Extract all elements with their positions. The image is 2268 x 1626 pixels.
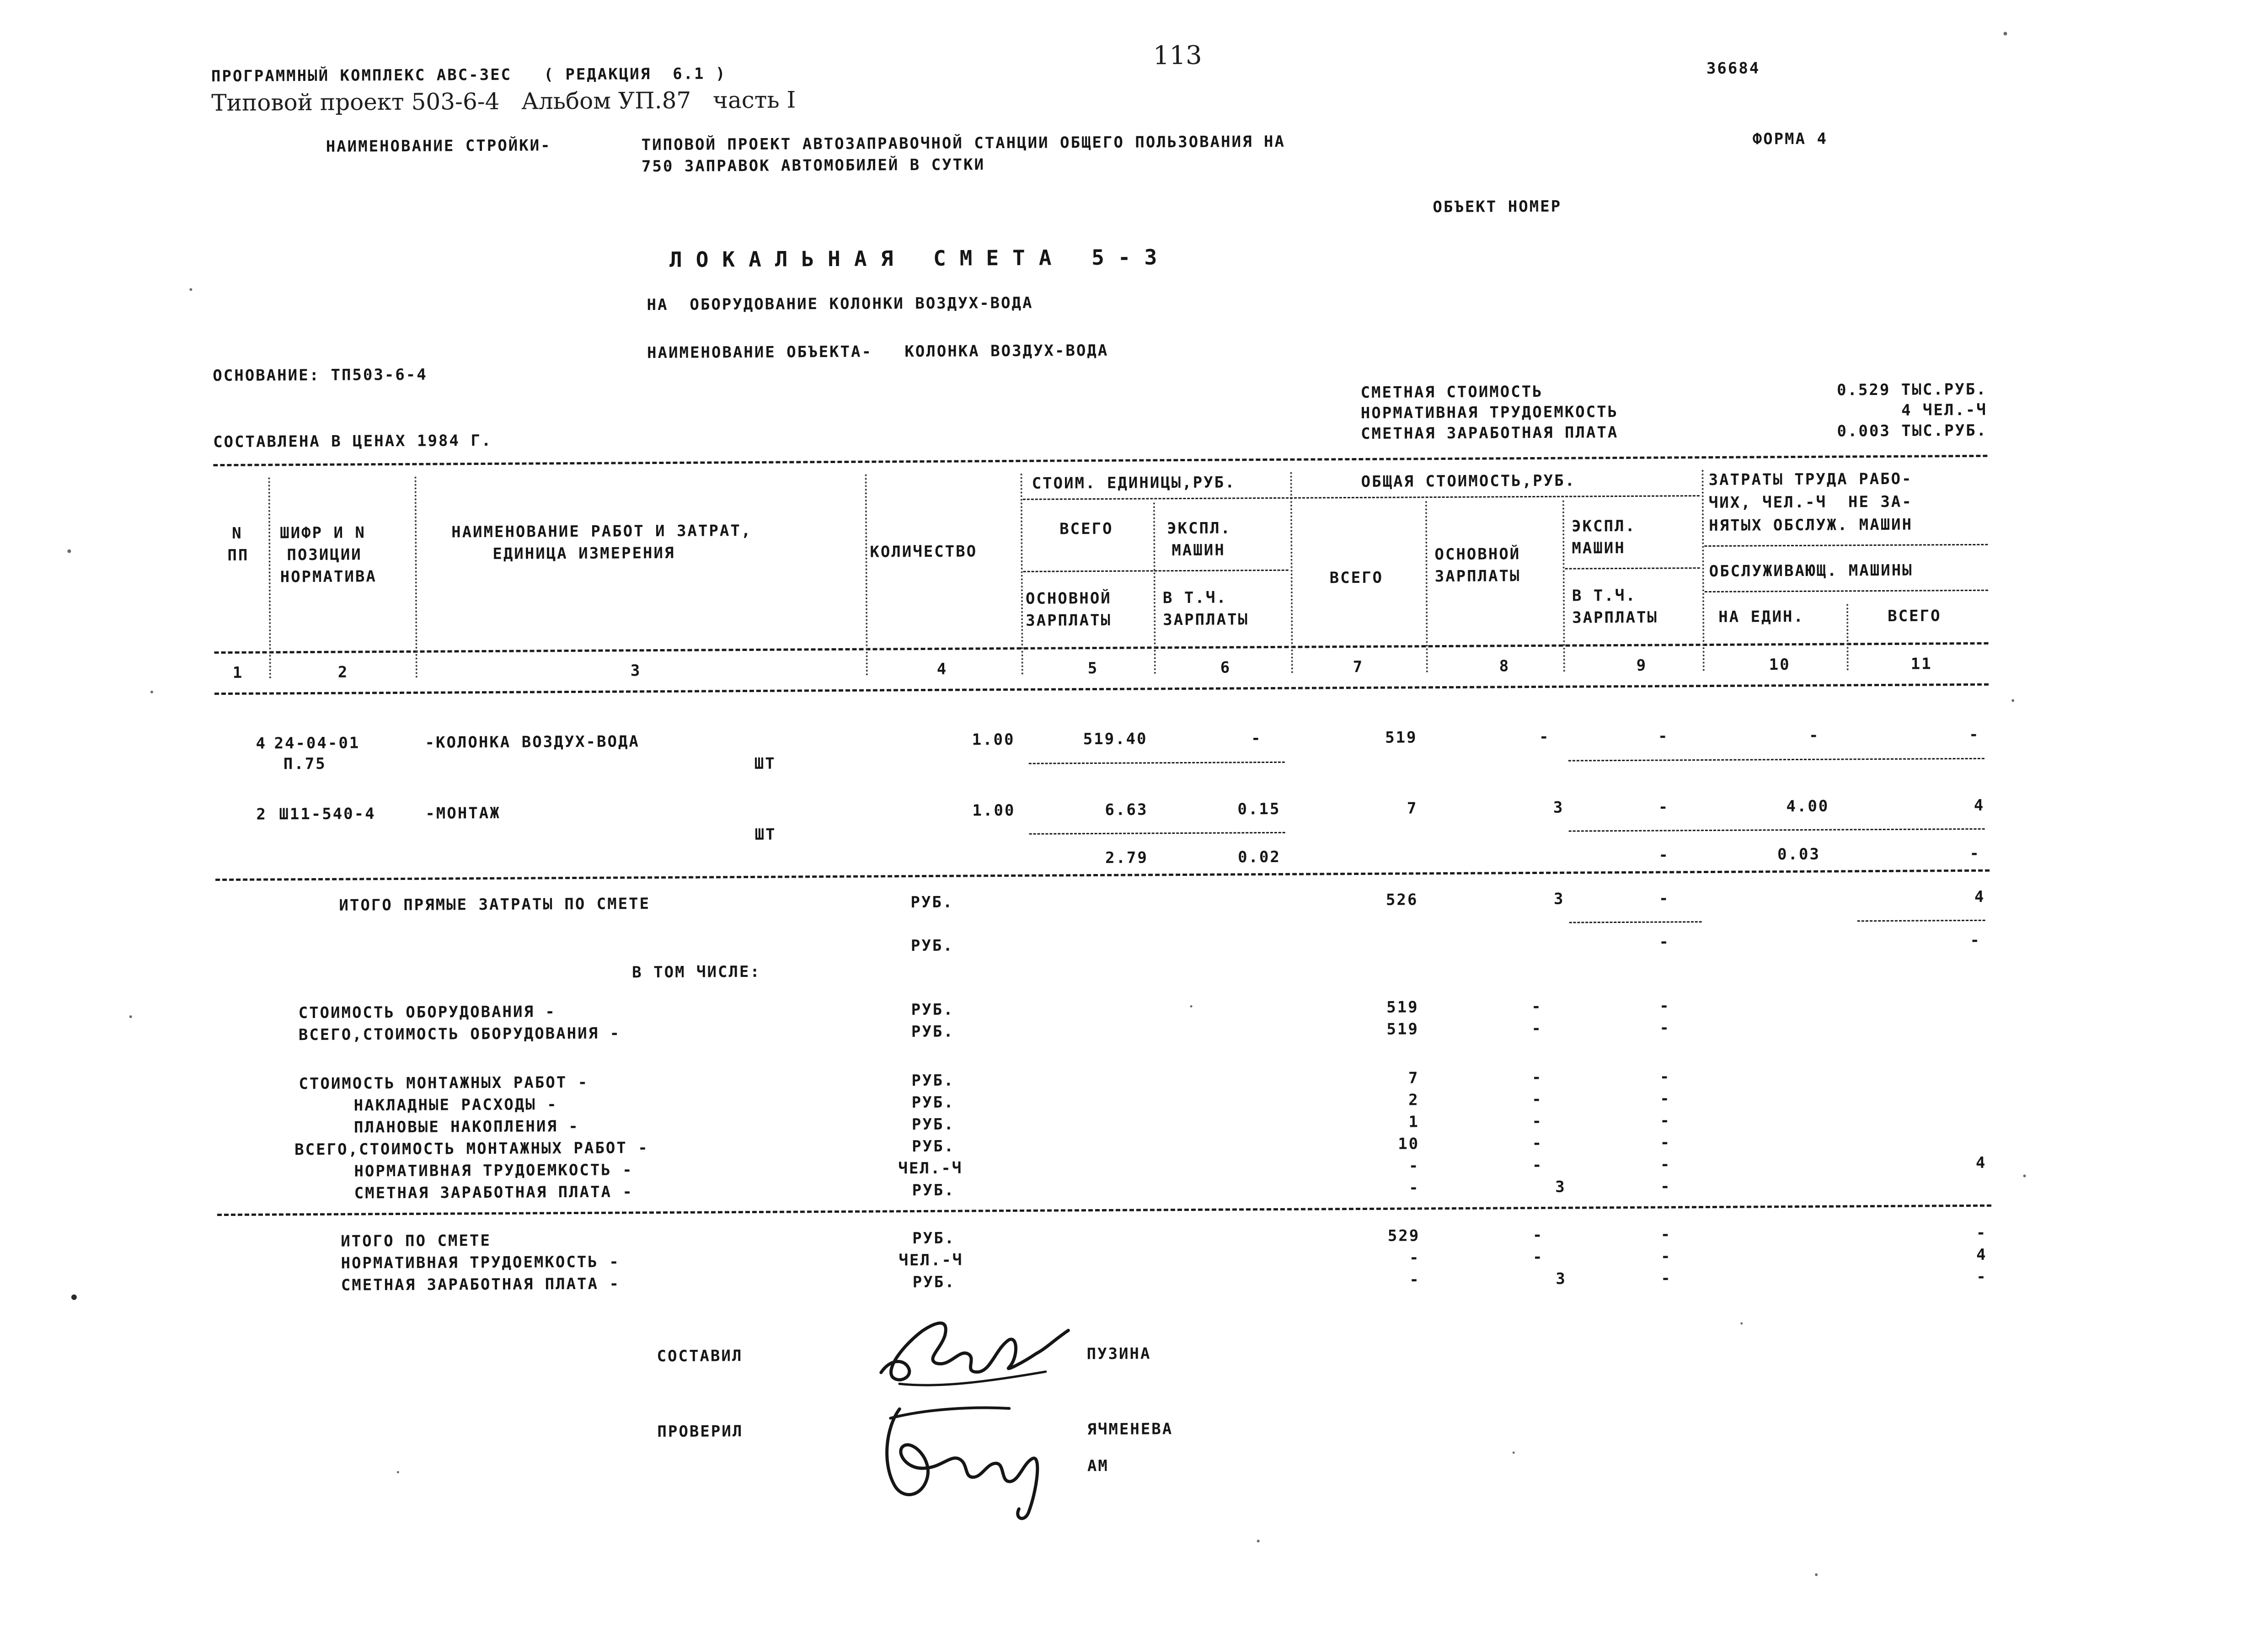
row-total-mach: - <box>1658 798 1669 816</box>
item-unit: РУБ. <box>911 1071 955 1090</box>
row-labor-unit: - <box>1808 726 1820 745</box>
scan-speck <box>2011 699 2014 702</box>
row-subrule <box>1029 762 1285 764</box>
total-unit: ЧЕЛ.-Ч <box>899 1251 963 1270</box>
header-labor-sub: ОБСЛУЖИВАЮЩ. МАШИНЫ <box>1709 561 1913 581</box>
including-label: В ТОМ ЧИСЛЕ: <box>632 962 761 982</box>
signature-initials: АМ <box>1087 1456 1109 1476</box>
item-total: - <box>1409 1178 1420 1197</box>
project-line: Типовой проект 503-6-4 Альбом УП.87 часть I <box>211 86 796 117</box>
item-label: ВСЕГО,СТОИМОСТЬ МОНТАЖНЫХ РАБОТ - <box>294 1139 649 1159</box>
row-subrule <box>1029 832 1285 835</box>
signature-role: ПРОВЕРИЛ <box>657 1422 744 1441</box>
row-total-base: 3 <box>1553 798 1564 817</box>
item-total: 10 <box>1398 1135 1420 1153</box>
scan-speck <box>2003 32 2007 36</box>
col-number: 6 <box>1220 658 1231 677</box>
totals-rule <box>217 1205 1991 1216</box>
item-mach: - <box>1659 997 1670 1015</box>
row-unit-incl: 0.02 <box>1237 848 1281 867</box>
row-labor-total2: - <box>1969 844 1981 863</box>
total-base: 3 <box>1556 1269 1567 1288</box>
item-base: - <box>1531 997 1542 1016</box>
item-mach: - <box>1660 1089 1671 1108</box>
col-sep <box>1846 604 1849 670</box>
direct-costs-subrule <box>1569 921 1702 923</box>
row-labor-total: 4 <box>1974 796 1985 815</box>
item-label: СТОИМОСТЬ ОБОРУДОВАНИЯ - <box>298 1002 556 1023</box>
direct-costs-incl: - <box>1659 933 1670 951</box>
scan-speck <box>189 288 192 291</box>
header-total-base: ОСНОВНОЙ <box>1434 545 1521 564</box>
header-unit-cost: СТОИМ. ЕДИНИЦЫ,РУБ. <box>1032 473 1236 493</box>
col-number: 3 <box>630 661 642 680</box>
scan-speck <box>71 1295 77 1300</box>
total-label: СМЕТНАЯ ЗАРАБОТНАЯ ПЛАТА - <box>341 1274 620 1295</box>
row-qty: 1.00 <box>972 801 1016 820</box>
total-base: - <box>1532 1247 1544 1267</box>
total-total: - <box>1409 1270 1420 1289</box>
scan-speck <box>397 1471 399 1473</box>
header-inner-rule <box>1705 590 1988 592</box>
scan-speck <box>1190 1005 1193 1008</box>
scan-speck <box>1740 1322 1743 1325</box>
signature-role: СОСТАВИЛ <box>657 1347 743 1366</box>
item-unit: РУБ. <box>912 1137 955 1156</box>
item-unit: РУБ. <box>912 1181 955 1200</box>
item-mach: - <box>1660 1177 1671 1196</box>
header-inner-rule <box>1704 544 1988 547</box>
program-line: ПРОГРАММНЫЙ КОМПЛЕКС АВС-ЗЕС ( РЕДАКЦИЯ 6.1 ) <box>211 64 727 86</box>
direct-costs-label: ИТОГО ПРЯМЫЕ ЗАТРАТЫ ПО СМЕТЕ <box>339 895 651 915</box>
item-mach: - <box>1659 1067 1671 1086</box>
scan-speck <box>1513 1451 1515 1454</box>
total-mach: - <box>1661 1269 1672 1288</box>
header-total-base: ЗАРПЛАТЫ <box>1434 567 1521 586</box>
total-labor: - <box>1976 1223 1987 1242</box>
object-number-label: ОБЪЕКТ НОМЕР <box>1433 197 1562 217</box>
col-sep <box>1425 501 1428 672</box>
row-unit: ШТ <box>754 754 776 773</box>
item-unit: РУБ. <box>911 1022 954 1041</box>
row-unit: ШТ <box>754 825 776 844</box>
row-unit-mach: - <box>1251 729 1262 748</box>
item-base: 3 <box>1555 1178 1566 1196</box>
header-total-incl: В Т.Ч. <box>1572 586 1637 605</box>
summary-value-labor: 4 ЧЕЛ.-Ч <box>1901 400 1987 420</box>
page-number: 113 <box>1153 40 1202 71</box>
row-labor-unit2: 0.03 <box>1777 845 1821 864</box>
header-unit-incl: ЗАРПЛАТЫ <box>1163 610 1249 629</box>
item-total: 519 <box>1386 998 1419 1017</box>
item-unit: РУБ. <box>911 1000 954 1019</box>
header-labor: НЯТЫХ ОБСЛУЖ. МАШИН <box>1709 515 1913 535</box>
col-number: 5 <box>1087 659 1099 678</box>
col-sep <box>865 474 868 676</box>
col-sep <box>1562 501 1565 672</box>
direct-costs-total: 526 <box>1385 890 1418 909</box>
item-base: - <box>1531 1019 1542 1038</box>
scan-speck <box>67 549 71 553</box>
header-total-mach: МАШИН <box>1572 538 1626 558</box>
signature-name: ПУЗИНА <box>1086 1344 1151 1364</box>
header-total-cost: ОБЩАЯ СТОИМОСТЬ,РУБ. <box>1361 471 1576 491</box>
item-unit: РУБ. <box>911 1115 955 1134</box>
header-inner-rule <box>1023 495 1700 500</box>
row-total: 519 <box>1385 728 1418 747</box>
header-unit-base: ОСНОВНОЙ <box>1025 589 1112 608</box>
item-label: ВСЕГО,СТОИМОСТЬ ОБОРУДОВАНИЯ - <box>298 1024 621 1045</box>
total-labor: 4 <box>1976 1245 1987 1264</box>
row-total-base: - <box>1539 727 1550 746</box>
header-num: ПП <box>227 546 249 565</box>
direct-costs-subrule <box>1857 920 1985 922</box>
col-number: 4 <box>936 660 948 678</box>
header-unit-incl: В Т.Ч. <box>1162 588 1227 608</box>
construction-label: НАИМЕНОВАНИЕ СТРОЙКИ- <box>326 136 551 156</box>
row-total-mach: - <box>1658 727 1669 746</box>
item-mach: - <box>1660 1133 1671 1152</box>
direct-costs-labor: 4 <box>1974 887 1985 906</box>
col-sep <box>268 477 271 678</box>
form-number: ФОРМА 4 <box>1752 129 1828 149</box>
header-code: ШИФР И N <box>280 523 366 543</box>
item-unit: РУБ. <box>911 1093 955 1112</box>
scan-speck <box>129 1015 132 1018</box>
total-total: - <box>1409 1248 1420 1267</box>
summary-label-labor: НОРМАТИВНАЯ ТРУДОЕМКОСТЬ <box>1360 403 1619 422</box>
row-labor-total: - <box>1968 725 1980 744</box>
row-code: Ш11-540-4 <box>279 805 376 824</box>
header-unit-mach: ЭКСПЛ. <box>1167 519 1232 538</box>
prices-line: СОСТАВЛЕНА В ЦЕНАХ 1984 Г. <box>213 431 492 452</box>
header-unit-total: ВСЕГО <box>1059 519 1113 538</box>
col-number: 1 <box>232 663 244 682</box>
col-sep <box>1153 502 1156 674</box>
header-num: N <box>232 524 243 543</box>
direct-costs-labor2: - <box>1970 931 1981 950</box>
item-total: 519 <box>1386 1020 1419 1039</box>
item-label: НОРМАТИВНАЯ ТРУДОЕМКОСТЬ - <box>354 1161 633 1181</box>
table-rule-rows-bottom <box>215 869 1990 881</box>
summary-label-cost: СМЕТНАЯ СТОИМОСТЬ <box>1360 382 1543 402</box>
total-total: 529 <box>1387 1226 1420 1245</box>
signature-name: ЯЧМЕНЕВА <box>1087 1420 1173 1439</box>
row-num: 2 <box>256 805 267 824</box>
col-number: 9 <box>1636 656 1648 675</box>
signature-scribble-checker <box>872 1390 1065 1528</box>
construction-name-line2: 750 ЗАПРАВОК АВТОМОБИЛЕЙ В СУТКИ <box>641 155 985 176</box>
row-total-incl: - <box>1658 846 1670 864</box>
row-unit-mach: 0.15 <box>1237 800 1281 819</box>
col-number: 11 <box>1910 655 1932 673</box>
header-labor-unit: НА ЕДИН. <box>1718 607 1805 626</box>
header-inner-rule <box>1023 570 1289 572</box>
col-sep <box>1290 472 1293 673</box>
row-code: 24-04-01 <box>274 734 360 753</box>
item-label: СМЕТНАЯ ЗАРАБОТНАЯ ПЛАТА - <box>354 1183 634 1203</box>
total-label: ИТОГО ПО СМЕТЕ <box>341 1231 491 1251</box>
scan-speck <box>1815 1573 1818 1576</box>
total-unit: РУБ. <box>912 1273 956 1292</box>
col-number: 2 <box>337 663 349 682</box>
estimate-title: ЛОКАЛЬНАЯ СМЕТА 5-3 <box>669 245 1171 272</box>
header-labor: ЗАТРАТЫ ТРУДА РАБО- <box>1708 469 1913 489</box>
direct-costs-mach: - <box>1658 889 1670 908</box>
header-labor: ЧИХ, ЧЕЛ.-Ч НЕ ЗА- <box>1708 492 1913 512</box>
scan-speck <box>2023 1174 2026 1177</box>
col-number: 7 <box>1353 657 1364 677</box>
row-subrule <box>1568 758 1984 762</box>
header-total-mach: ЭКСПЛ. <box>1572 517 1637 536</box>
header-qty: КОЛИЧЕСТВО <box>870 542 978 561</box>
item-base: - <box>1532 1134 1543 1153</box>
item-unit: ЧЕЛ.-Ч <box>898 1159 963 1178</box>
scan-speck <box>1257 1540 1260 1542</box>
total-mach: - <box>1660 1247 1672 1266</box>
col-sep <box>415 477 417 678</box>
row-labor-unit: 4.00 <box>1786 797 1829 816</box>
row-name: -КОЛОНКА ВОЗДУХ-ВОДА <box>425 732 640 752</box>
header-total-incl: ЗАРПЛАТЫ <box>1572 608 1658 627</box>
item-mach: - <box>1660 1155 1671 1174</box>
direct-costs-unit2: РУБ. <box>910 936 954 955</box>
col-number: 10 <box>1769 656 1791 674</box>
header-name: ЕДИНИЦА ИЗМЕРЕНИЯ <box>492 544 675 563</box>
summary-value-cost: 0.529 ТЫС.РУБ. <box>1836 380 1987 400</box>
item-label: ПЛАНОВЫЕ НАКОПЛЕНИЯ - <box>353 1117 579 1137</box>
row-unit-total: 519.40 <box>1083 730 1148 749</box>
item-total: 2 <box>1408 1091 1419 1109</box>
summary-value-wages: 0.003 ТЫС.РУБ. <box>1837 421 1988 441</box>
row-total: 7 <box>1407 799 1418 818</box>
direct-costs-base: 3 <box>1553 890 1565 908</box>
table-rule-colnum-bottom <box>214 683 1989 695</box>
doc-number: 36684 <box>1706 59 1760 78</box>
header-name: НАИМЕНОВАНИЕ РАБОТ И ЗАТРАТ, <box>451 521 752 542</box>
row-code2: П.75 <box>283 754 326 773</box>
item-base: - <box>1532 1090 1543 1109</box>
direct-costs-unit: РУБ. <box>910 893 954 912</box>
row-subrule <box>1569 828 1985 832</box>
header-labor-total: ВСЕГО <box>1888 607 1942 625</box>
item-base: - <box>1532 1156 1543 1175</box>
item-total: 7 <box>1408 1069 1419 1088</box>
item-label: СТОИМОСТЬ МОНТАЖНЫХ РАБОТ - <box>299 1073 589 1093</box>
summary-label-wages: СМЕТНАЯ ЗАРАБОТНАЯ ПЛАТА <box>1360 423 1619 443</box>
item-label: НАКЛАДНЫЕ РАСХОДЫ - <box>353 1095 558 1115</box>
item-mach: - <box>1660 1111 1671 1130</box>
header-total-all: ВСЕГО <box>1329 568 1384 587</box>
col-number: 8 <box>1499 657 1510 676</box>
item-base: - <box>1531 1068 1543 1087</box>
total-unit: РУБ. <box>912 1229 956 1248</box>
basis-line: ОСНОВАНИЕ: ТП503-6-4 <box>213 365 428 385</box>
header-unit-base: ЗАРПЛАТЫ <box>1026 611 1112 630</box>
col-sep <box>1702 470 1705 671</box>
header-code: НОРМАТИВА <box>280 567 377 586</box>
construction-name-line1: ТИПОВОЙ ПРОЕКТ АВТОЗАПРАВОЧНОЙ СТАНЦИИ ОБЩЕГО ПОЛЬЗОВАНИЯ НА <box>641 132 1286 155</box>
col-sep <box>1021 474 1023 675</box>
total-base: - <box>1532 1226 1544 1245</box>
total-labor: - <box>1976 1267 1987 1286</box>
header-inner-rule <box>1565 567 1700 570</box>
item-labor: 4 <box>1975 1153 1987 1172</box>
header-unit-mach: МАШИН <box>1171 541 1225 560</box>
total-mach: - <box>1660 1225 1672 1244</box>
object-name: НАИМЕНОВАНИЕ ОБЪЕКТА- КОЛОНКА ВОЗДУХ-ВОДА <box>647 341 1109 363</box>
estimate-for: НА ОБОРУДОВАНИЕ КОЛОНКИ ВОЗДУХ-ВОДА <box>647 293 1033 315</box>
item-base: - <box>1532 1112 1543 1131</box>
row-unit-total: 6.63 <box>1105 800 1148 819</box>
scan-speck <box>150 691 153 693</box>
table-rule-top <box>213 455 1987 466</box>
row-name: -МОНТАЖ <box>425 804 501 823</box>
row-unit-base: 2.79 <box>1105 848 1149 867</box>
item-mach: - <box>1659 1018 1670 1037</box>
signature-scribble-compiler <box>872 1303 1082 1395</box>
total-label: НОРМАТИВНАЯ ТРУДОЕМКОСТЬ - <box>341 1253 620 1273</box>
table-rule-header-bottom <box>214 642 1989 654</box>
row-qty: 1.00 <box>972 730 1015 749</box>
item-total: - <box>1408 1157 1420 1175</box>
header-code: ПОЗИЦИИ <box>287 545 362 565</box>
row-num: 4 <box>256 734 267 753</box>
item-total: 1 <box>1408 1113 1420 1131</box>
